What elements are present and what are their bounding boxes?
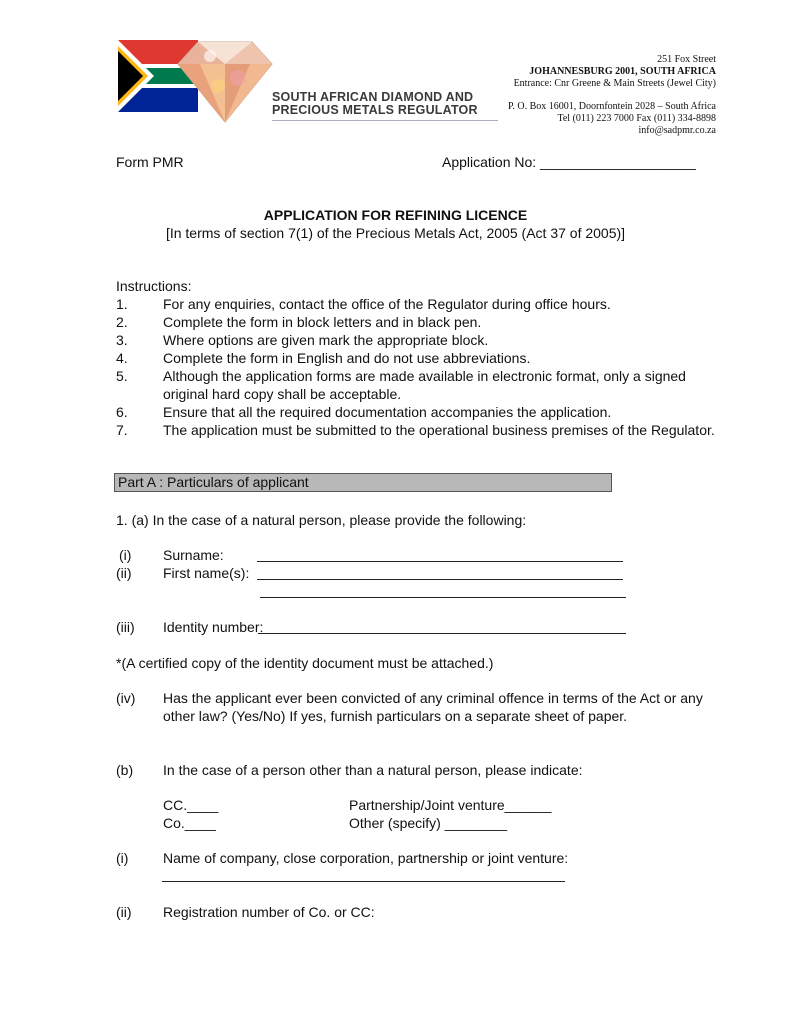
id-note: *(A certified copy of the identity document must be attached.) (116, 655, 494, 671)
instruction-num: 4. (116, 350, 128, 366)
firstnames-field[interactable] (257, 579, 623, 580)
instruction-num: 5. (116, 368, 128, 384)
instruction-num: 1. (116, 296, 128, 312)
logo-divider (272, 120, 498, 121)
company-name-num: (i) (116, 850, 129, 866)
id-number-field[interactable] (258, 633, 626, 634)
conviction-question-cont: other law? (Yes/No) If yes, furnish particulars on a separate sheet of paper. (163, 708, 628, 724)
instruction-text: Complete the form in block letters and in black pen. (163, 314, 482, 330)
address-entrance: Entrance: Cnr Greene & Main Streets (Jewel City) (513, 78, 716, 89)
instruction-text: Ensure that all the required documentation accompanies the application. (163, 404, 612, 420)
option-co[interactable]: Co.____ (163, 815, 216, 831)
company-name-label: Name of company, close corporation, partnership or joint venture: (163, 850, 569, 866)
instruction-num: 6. (116, 404, 128, 420)
flag-diamond-emblem (118, 40, 278, 124)
id-num: (iii) (116, 619, 135, 635)
form-subtitle: [In terms of section 7(1) of the Precious Metals Act, 2005 (Act 37 of 2005)] (165, 225, 626, 241)
firstnames-field-2[interactable] (260, 597, 626, 598)
option-cc[interactable]: CC.____ (163, 797, 219, 813)
surname-field[interactable] (257, 561, 623, 562)
instruction-text: Although the application forms are made available in electronic format, only a signed (163, 368, 686, 384)
instruction-text: Where options are given mark the appropriate block. (163, 332, 489, 348)
company-name-field[interactable] (162, 881, 565, 882)
address-city: JOHANNESBURG 2001, SOUTH AFRICA (529, 66, 716, 77)
firstnames-num: (ii) (116, 565, 132, 581)
firstnames-label: First name(s): (163, 565, 250, 581)
surname-num: (i) (119, 547, 132, 563)
instruction-text: For any enquiries, contact the office of the Regulator during office hours. (163, 296, 611, 312)
option-other[interactable]: Other (specify) ________ (349, 815, 507, 831)
instruction-text-cont: original hard copy shall be acceptable. (163, 386, 402, 402)
form-code: Form PMR (116, 154, 184, 170)
surname-label: Surname: (163, 547, 224, 563)
regulator-logo (118, 38, 498, 124)
option-partnership[interactable]: Partnership/Joint venture______ (349, 797, 552, 813)
org-name-line1: SOUTH AFRICAN DIAMOND AND (272, 90, 474, 104)
application-no: Application No: ____________________ (442, 154, 696, 170)
id-label: Identity number: (163, 619, 264, 635)
instruction-num: 7. (116, 422, 128, 438)
form-title: APPLICATION FOR REFINING LICENCE (263, 207, 528, 223)
address-email: info@sadpmr.co.za (638, 125, 716, 136)
address-tel-fax: Tel (011) 223 7000 Fax (011) 334-8898 (557, 113, 716, 124)
address-po-box: P. O. Box 16001, Doornfontein 2028 – South Africa (507, 101, 716, 112)
org-name-line2: PRECIOUS METALS REGULATOR (272, 103, 478, 117)
conviction-question: Has the applicant ever been convicted of any criminal offence in terms of the Act or any (163, 690, 703, 706)
registration-num: (ii) (116, 904, 132, 920)
question-b-num: (b) (116, 762, 134, 778)
registration-label: Registration number of Co. or CC: (163, 904, 375, 920)
part-a-heading: Part A : Particulars of applicant (114, 473, 612, 492)
conviction-num: (iv) (116, 690, 136, 706)
question-b-text: In the case of a person other than a natural person, please indicate: (163, 762, 583, 778)
instruction-num: 2. (116, 314, 128, 330)
instruction-text: Complete the form in English and do not use abbreviations. (163, 350, 531, 366)
question-1a: 1. (a) In the case of a natural person, please provide the following: (116, 512, 527, 528)
instruction-text: The application must be submitted to the operational business premises of the Regulator. (163, 422, 715, 438)
address-street: 251 Fox Street (657, 54, 716, 65)
instructions-heading: Instructions: (116, 278, 192, 294)
instruction-num: 3. (116, 332, 128, 348)
